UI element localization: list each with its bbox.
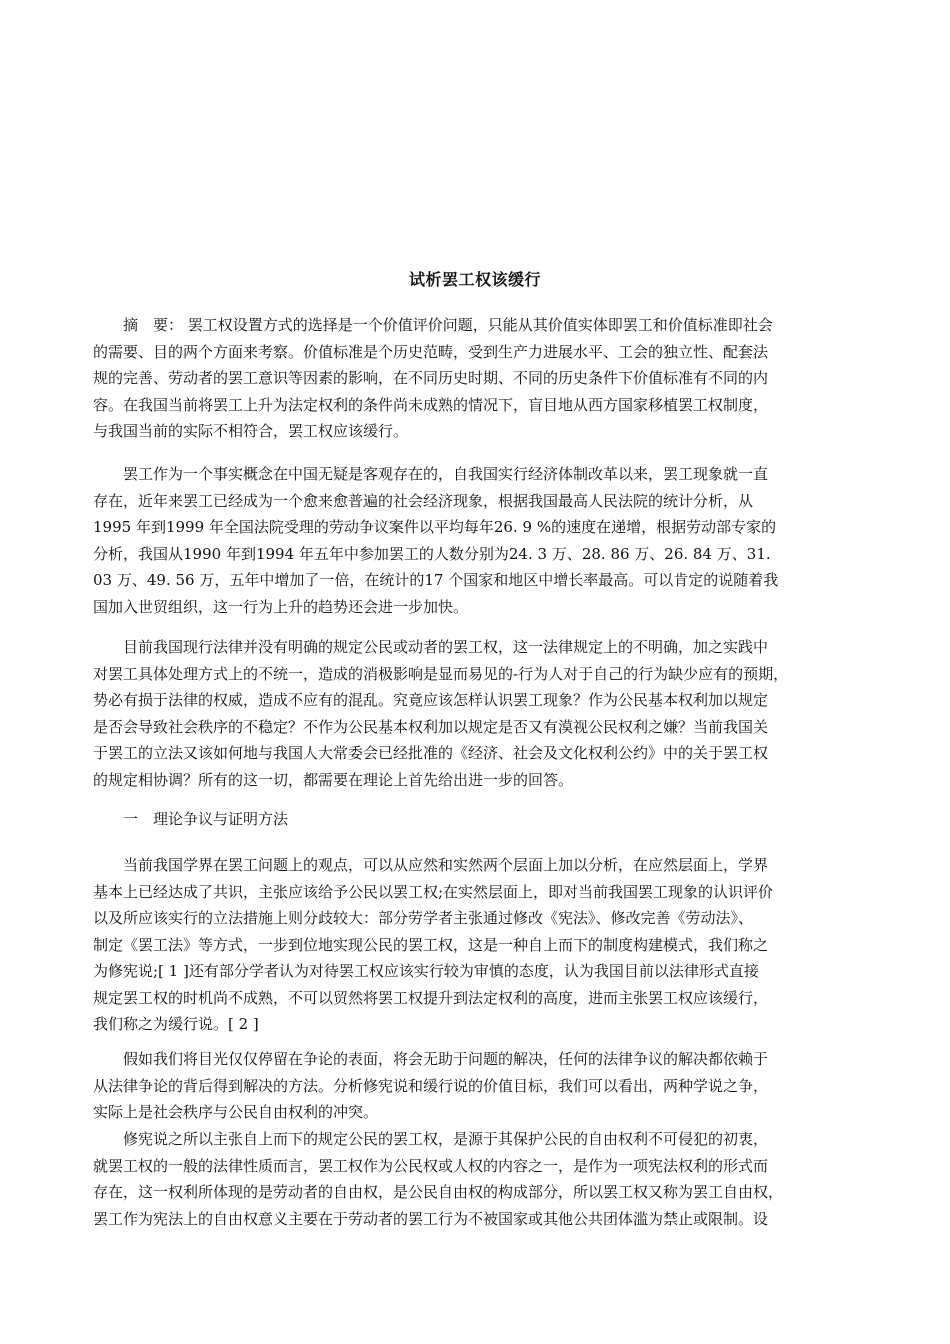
text-line: 假如我们将目光仅仅停留在争论的表面，将会无助于问题的解决，任何的法律争议的解决都依赖于	[93, 1050, 769, 1068]
text-line: 目前我国现行法律并没有明确的规定公民或动者的罢工权，这一法律规定上的不明确，加之实践中	[93, 638, 769, 656]
text-line: 一 理论争议与证明方法	[93, 810, 289, 828]
text-line: 就罢工权的一般的法律性质而言，罢工权作为公民权或人权的内容之一，是作为一项宪法权利的形式而	[93, 1156, 769, 1175]
text-line: 的需要、目的两个方面来考察。价值标准是个历史范畴，受到生产力进展水平、工会的独立性、配套法	[93, 342, 769, 361]
text-line: 于罢工的立法又该如何地与我国人大常委会已经批准的《经济、社会及文化权利公约》中的关于罢工权	[93, 744, 769, 762]
text-line: 规定罢工权的时机尚不成熟，不可以贸然将罢工权提升到法定权利的高度，进而主张罢工权应该缓行，	[93, 988, 769, 1007]
text-line: 从法律争论的背后得到解决的方法。分析修宪说和缓行说的价值目标，我们可以看出，两种学说之争，	[93, 1076, 769, 1095]
text-line: 罢工作为宪法上的自由权意义主要在于劳动者的罢工行为不被国家或其他公共团体滥为禁止或限制。设	[93, 1209, 769, 1228]
text-line: 势必有损于法律的权威，造成不应有的混乱。究竟应该怎样认识罢工现象？作为公民基本权利加以规定	[93, 691, 769, 709]
text-line: 1995 年到1999 年全国法院受理的劳动争议案件以平均每年26. 9 %的速度在递增，根据劳动部专家的	[93, 518, 777, 536]
text-line: 罢工作为一个事实概念在中国无疑是客观存在的，自我国实行经济体制改革以来，罢工现象就一直	[93, 465, 769, 483]
text-line: 我们称之为缓行说。[ 2 ]	[93, 1015, 259, 1033]
body-paragraph-3	[93, 1126, 863, 1232]
abstract-paragraph	[93, 312, 863, 445]
text-line: 是否会导致社会秩序的不稳定？不作为公民基本权利加以规定是否又有漠视公民权利之嫌？当前我国关	[93, 717, 769, 736]
text-line: 制定《罢工法》等方式，一步到位地实现公民的罢工权，这是一种自上而下的制度构建模式，我们称之	[93, 935, 769, 954]
intro-paragraph-1	[93, 461, 863, 620]
text-line: 分析，我国从1990 年到1994 年五年中参加罢工的人数分别为24. 3 万、28. 86 万、26. 84 万、31.	[93, 544, 771, 563]
body-paragraph-2	[93, 1046, 863, 1126]
text-line: 修宪说之所以主张自上而下的规定公民的罢工权，是源于其保护公民的自由权利不可侵犯的初衷，	[93, 1130, 769, 1148]
text-line: 基本上已经达成了共识，主张应该给予公民以罢工权;在实然层面上，即对当前我国罢工现象的认识评价	[93, 882, 774, 901]
text-line: 规的完善、劳动者的罢工意识等因素的影响，在不同历史时期、不同的历史条件下价值标准有不同的内	[93, 369, 769, 387]
section-heading	[93, 806, 863, 833]
text-line: 的规定相协调？所有的这一切，都需要在理论上首先给出进一步的回答。	[93, 770, 574, 789]
text-line: 当前我国学界在罢工问题上的观点，可以从应然和实然两个层面上加以分析，在应然层面上，学界	[93, 856, 769, 874]
text-line: 摘 要： 罢工权设置方式的选择是一个价值评价问题，只能从其价值实体即罢工和价值标准即社会	[93, 316, 773, 334]
text-line: 存在，近年来罢工已经成为一个愈来愈普遍的社会经济现象，根据我国最高人民法院的统计分析，从	[93, 491, 754, 510]
text-line: 对罢工具体处理方式上的不统一，造成的消极影响是显而易见的-行为人对于自己的行为缺少应有的预期，	[93, 664, 789, 683]
text-line: 容。在我国当前将罢工上升为法定权利的条件尚未成熟的情况下，盲目地从西方国家移植罢工权制度，	[93, 395, 769, 414]
text-line: 存在，这一权利所体现的是劳动者的自由权，是公民自由权的构成部分，所以罢工权又称为罢工自由权，	[93, 1183, 784, 1201]
text-line: 国加入世贸组织，这一行为上升的趋势还会进一步加快。	[93, 597, 469, 616]
body-paragraph-1	[93, 852, 863, 1038]
text-line: 为修宪说;[ 1 ]还有部分学者认为对待罢工权应该实行较为审慎的态度，认为我国目前以法律形式直接	[93, 962, 759, 980]
text-line: 以及所应该实行的立法措施上则分歧较大：部分劳学者主张通过修改《宪法》、修改完善《劳动法》、	[93, 909, 754, 927]
text-line: 03 万、49. 56 万，五年中增加了一倍，在统计的17 个国家和地区中增长率最高。可以肯定的说随着我	[93, 571, 779, 589]
text-line: 实际上是社会秩序与公民自由权利的冲突。	[93, 1103, 379, 1121]
document-title: 试析罢工权该缓行	[408, 270, 541, 289]
intro-paragraph-2	[93, 634, 863, 793]
text-line: 与我国当前的实际不相符合，罢工权应该缓行。	[93, 422, 409, 440]
